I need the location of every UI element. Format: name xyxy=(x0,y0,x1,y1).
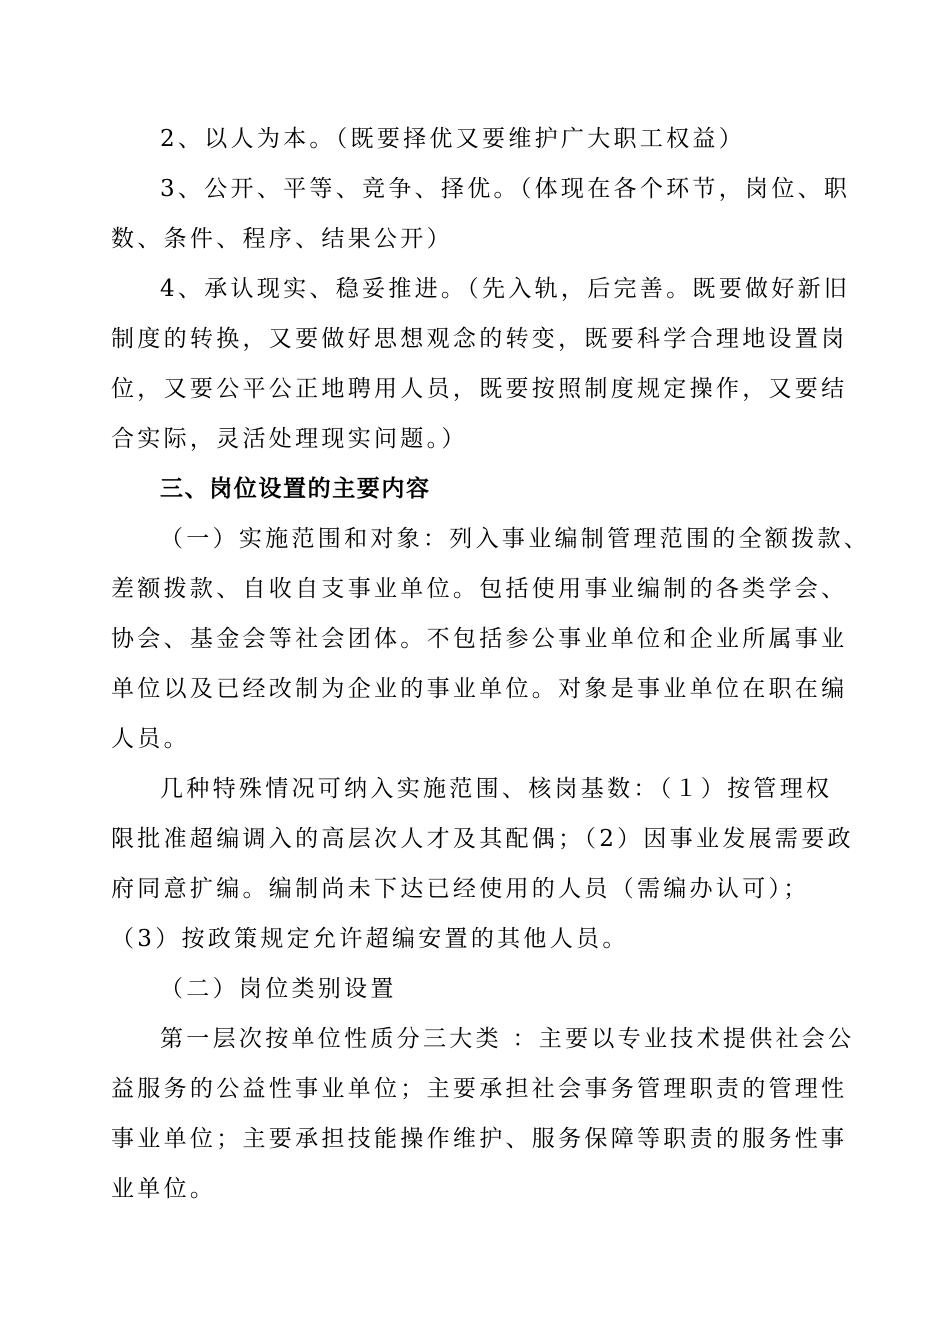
paragraph-scope-cont-4: 人员。 xyxy=(111,726,190,752)
paragraph-principle-3-cont: 数、条件、程序、结果公开） xyxy=(111,226,453,252)
paragraph-principle-4-cont-3: 合实际，灵活处理现实问题。） xyxy=(111,426,468,452)
paragraph-principle-4-cont-2: 位，又要公平公正地聘用人员，既要按照制度规定操作，又要结 xyxy=(111,376,848,402)
paragraph-special-cases-cont-1: 限批准超编调入的高层次人才及其配偶；（2）因事业发展需要政 xyxy=(111,826,854,852)
paragraph-scope-cont-3: 单位以及已经改制为企业的事业单位。对象是事业单位在职在编 xyxy=(111,676,848,702)
paragraph-scope-cont-2: 协会、基金会等社会团体。不包括参公事业单位和企业所属事业 xyxy=(111,626,848,652)
paragraph-principle-2: 2、以人为本。（既要择优又要维护广大职工权益） xyxy=(160,126,746,152)
paragraph-principle-4-cont-1: 制度的转换，又要做好思想观念的转变，既要科学合理地设置岗 xyxy=(111,326,848,352)
paragraph-principle-4: 4、承认现实、稳妥推进。（先入轨，后完善。既要做好新旧 xyxy=(160,276,851,302)
paragraph-first-level: 第一层次按单位性质分三大类 ：主要以专业技术提供社会公 xyxy=(160,1026,855,1052)
paragraph-first-level-cont-2: 事业单位；主要承担技能操作维护、服务保障等职责的服务性事 xyxy=(111,1126,848,1152)
paragraph-special-cases-cont-2: 府同意扩编。编制尚未下达已经使用的人员（需编办认可）； xyxy=(111,876,810,902)
paragraph-first-level-cont-3: 业单位。 xyxy=(111,1176,217,1202)
paragraph-first-level-cont-1: 益服务的公益性事业单位；主要承担社会事务管理职责的管理性 xyxy=(111,1076,848,1102)
paragraph-special-cases-cont-3: （3）按政策规定允许超编安置的其他人员。 xyxy=(111,926,629,952)
section-heading: 三、岗位设置的主要内容 xyxy=(160,476,431,502)
paragraph-scope-cont-1: 差额拨款、自收自支事业单位。包括使用事业编制的各类学会、 xyxy=(111,576,848,602)
subheading-post-categories: （二）岗位类别设置 xyxy=(160,976,397,1002)
paragraph-scope: （一）实施范围和对象：列入事业编制管理范围的全额拨款、 xyxy=(160,526,871,552)
paragraph-principle-3: 3、公开、平等、竞争、择优。（体现在各个环节，岗位、职 xyxy=(160,176,851,202)
paragraph-special-cases: 几种特殊情况可纳入实施范围、核岗基数：（１）按管理权 xyxy=(160,776,833,802)
